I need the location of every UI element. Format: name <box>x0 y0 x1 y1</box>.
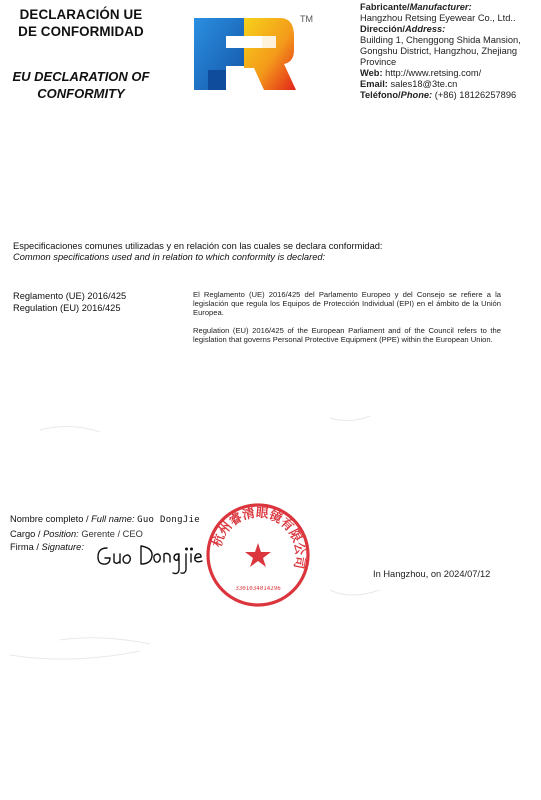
regulation-description-en: Regulation (EU) 2016/425 of the European Parliament and of the Council refers to the legislation that governs Personal Protective Equipment (PPE) within the European Union. <box>193 325 501 344</box>
address-value: Building 1, Chenggong Shida Mansion, Gongshu District, Hangzhou, Zhejiang Province <box>360 35 521 67</box>
fullname-row: Nombre completo / Full name: Guo DongJie <box>10 514 201 525</box>
regulation-name <box>13 291 183 314</box>
trademark-label: TM <box>300 14 313 24</box>
manufacturer-name: Hangzhou Retsing Eyewear Co., Ltd.. <box>360 13 516 23</box>
seal-company-text: 杭州睿清眼镜有限公司 <box>208 504 309 571</box>
regulation-name-en: Regulation (EU) 2016/425 <box>13 302 121 313</box>
handwritten-signature <box>95 538 205 578</box>
title-es: DECLARACIÓN UE DE CONFORMIDAD <box>18 7 144 39</box>
position-value: Gerente / CEO <box>81 528 143 539</box>
email-link[interactable]: sales18@3te.cn <box>390 79 458 89</box>
specifications-heading <box>13 241 533 263</box>
seal-number-text: 3301034014296 <box>235 586 281 592</box>
regulation-description <box>193 290 501 352</box>
web-link[interactable]: http://www.retsing.com/ <box>385 68 482 78</box>
title-en: EU DECLARATION OF CONFORMITY <box>12 69 150 101</box>
company-seal <box>205 502 311 608</box>
email-row: Email: sales18@3te.cn <box>360 79 458 89</box>
signature-row: Firma / Signature: <box>10 542 84 552</box>
specifications-heading-es: Especificaciones comunes utilizadas y en relación con las cuales se declara conformidad: <box>13 241 383 251</box>
manufacturer-block <box>360 2 536 101</box>
company-logo <box>192 14 297 94</box>
position-row: Cargo / Position: Gerente / CEO <box>10 528 143 539</box>
phone-row: Teléfono/Phone: (+86) 18126257896 <box>360 90 517 100</box>
manufacturer-label: Fabricante/Manufacturer: <box>360 2 472 12</box>
place-date: In Hangzhou, on 2024/07/12 <box>373 569 491 579</box>
regulation-name-es: Reglamento (UE) 2016/425 <box>13 291 127 301</box>
fullname-value: Guo DongJie <box>137 515 201 525</box>
web-row: Web: http://www.retsing.com/ <box>360 68 482 78</box>
specifications-heading-en: Common specifications used and in relation to which conformity is declared: <box>13 252 326 262</box>
regulation-description-es: El Reglamento (UE) 2016/425 del Parlamento Europeo y del Consejo se refiere a la legislación que regula los Equipos de Protección Individual (EPI) en el ámbito de la Unión Europea. <box>193 290 501 318</box>
address-label: Dirección/Address: <box>360 24 446 34</box>
